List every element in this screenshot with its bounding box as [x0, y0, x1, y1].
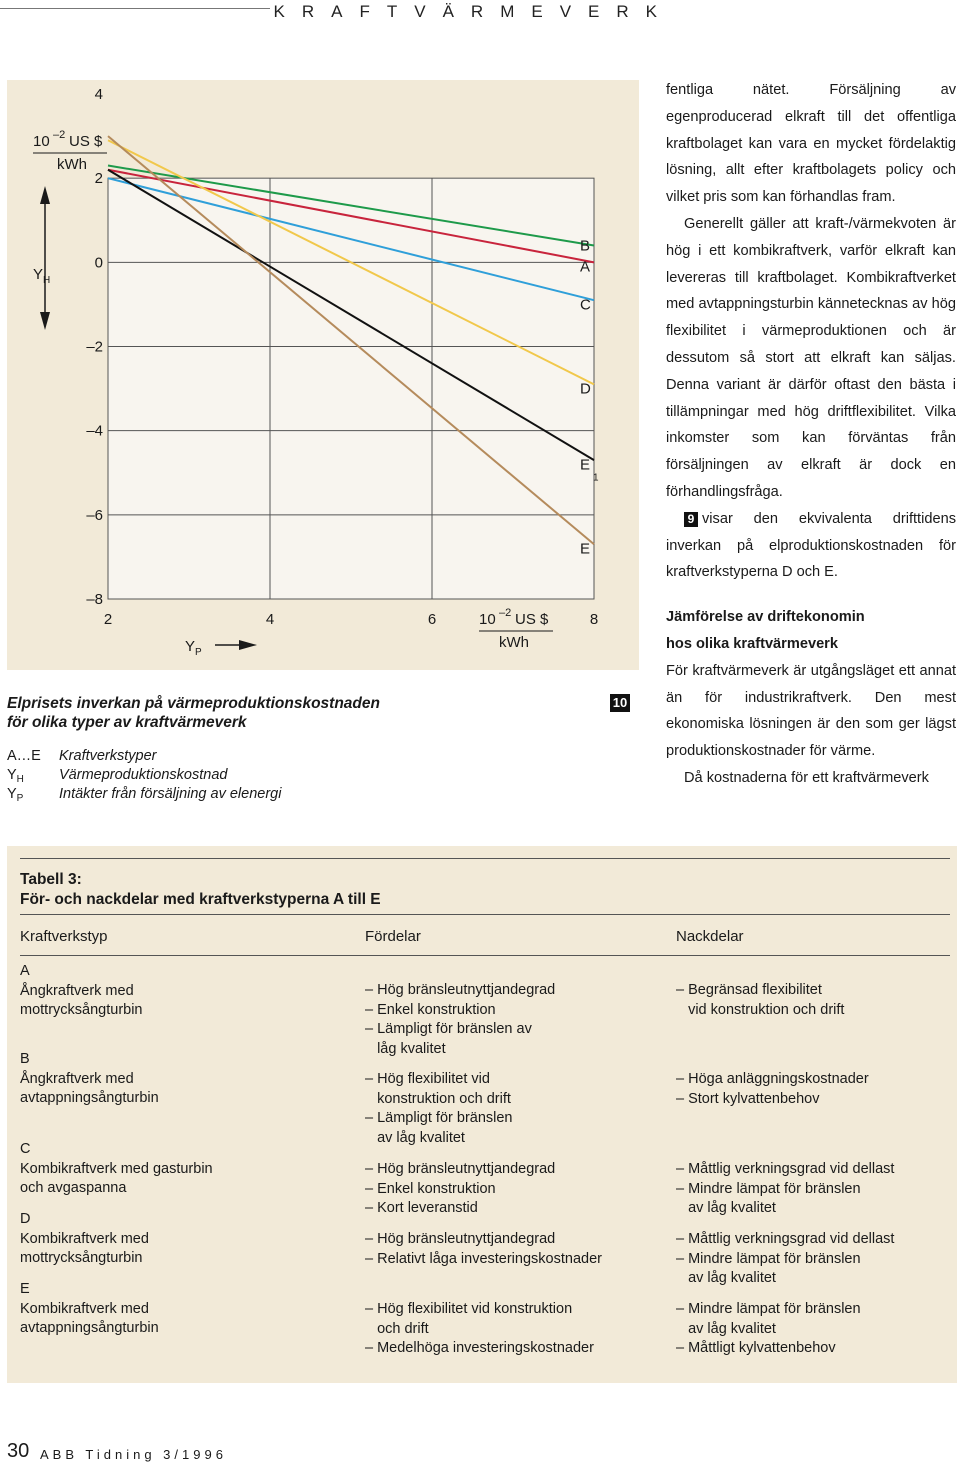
legend-value-yp: Intäkter från försäljning av elenergi: [59, 786, 282, 802]
plot-area: [108, 178, 594, 599]
table-header-bottom-rule: [20, 955, 950, 956]
caption-title: [7, 694, 380, 732]
y-tick-label: –4: [86, 422, 103, 440]
section-heading-line-2: hos olika kraftvärmeverk: [666, 635, 838, 652]
section-heading: [666, 604, 956, 658]
y-tick-label: –2: [86, 338, 103, 356]
series-label-b-0: B: [580, 237, 591, 255]
y-tick-label: –8: [86, 591, 103, 608]
table-cell-cons-a: – Begränsad flexibilitet vid konstruktion och drift: [676, 982, 845, 1018]
y-tick-label: –6: [86, 506, 103, 524]
header-rule: [0, 8, 270, 9]
y-unit-number: 10: [33, 133, 50, 150]
table-cell-pros-d: – Hög bränsleutnyttjandegrad – Relativt låga investeringskostnader: [365, 1231, 602, 1267]
chart: [7, 80, 639, 670]
y-arrow-down-icon: [40, 312, 50, 330]
table-cell-type-e: E Kombikraftverk med avtappningsångturbin: [20, 1281, 159, 1337]
table-cell-cons-b: – Höga anläggningskostnader – Stort kylvattenbehov: [676, 1071, 869, 1107]
legend-value-yh: Värmeproduktionskostnad: [59, 767, 228, 783]
x-unit-number: 10: [479, 611, 496, 628]
legend-key-yh-sub: H: [16, 774, 24, 785]
table-cell-pros-a: – Hög bränsleutnyttjandegrad – Enkel konstruktion – Lämpligt för bränslen av låg kvalitet: [365, 982, 556, 1057]
table-cell-cons-c: – Måttlig verkningsgrad vid dellast – Mindre lämpat för bränslen av låg kvalitet: [676, 1161, 895, 1217]
x-tick-label: 2: [103, 611, 113, 628]
x-tick-label: 4: [265, 611, 275, 628]
table-cell-type-c: C Kombikraftverk med gasturbin och avgaspanna: [20, 1141, 213, 1197]
y-unit-exp: –2: [53, 129, 66, 141]
legend-key-yp: [7, 785, 23, 808]
figure-number-badge: 10: [610, 694, 630, 712]
x-unit-currency: US $: [515, 611, 549, 628]
paragraph-3: [666, 506, 956, 586]
x-arrow-right-icon: [239, 640, 257, 650]
x-tick-label: 8: [589, 611, 599, 628]
series-label-c-2: C: [580, 296, 591, 314]
paragraph-4: För kraftvärmeverk är utgångsläget ett annat än för industrikraftverk. Den mest ekonomiska lösningen är den som ger lägst produktionskostnader för värme.: [666, 662, 956, 760]
y-arrow-up-icon: [40, 186, 50, 204]
paragraph-2: Generellt gäller att kraft-/värmekvoten är hög i ett kombikraftverk, varför elkraft kan levereras till kraftbolaget. Kombikraftverket med avtappningsturbin kännetecknas av hög flexibilitet i värmeproduktionen och är dessutom så stort att elkraft kan säljas. Denna variant är därför oftast den bästa i tillämpningar med hög driftflexibilitet. Vilka inkomster som kan förväntas från försäljningen av elkraft är dock en förhandlingsfråga.: [666, 215, 956, 500]
y-tick-label: 4: [94, 86, 103, 103]
table-title: [20, 870, 381, 910]
column-header-cons: Nackdelar: [676, 928, 744, 945]
table-cell-cons-d: – Måttlig verkningsgrad vid dellast – Mindre lämpat för bränslen av låg kvalitet: [676, 1231, 895, 1287]
table-cell-pros-b: – Hög flexibilitet vid konstruktion och drift – Lämpligt för bränslen av låg kvalitet: [365, 1071, 513, 1146]
y-tick-label: 2: [94, 170, 103, 188]
x-unit-exp: –2: [499, 607, 512, 619]
figure-panel: [7, 80, 639, 670]
table-cell-pros-e: – Hög flexibilitet vid konstruktion och drift – Medelhöga investeringskostnader: [365, 1301, 594, 1357]
table-panel: [7, 846, 957, 1383]
table-cell-type-d: D Kombikraftverk med mottrycksångturbin: [20, 1211, 149, 1267]
figure-caption: [7, 670, 639, 822]
y-unit-kwh: kWh: [57, 156, 87, 173]
paragraph-1: fentliga nätet. Försäljning av egenproducerad elkraft till det offentliga kraftbolaget kan vara en mycket fördelaktig lösning, allt efter kraftbolagets policy och vilket pris som kan förhandlas fram.: [666, 82, 956, 206]
caption-title-line-2: för olika typer av kraftvärmeverk: [7, 714, 247, 731]
running-header: KRAFTVÄRMEVERK: [273, 2, 674, 21]
journal-name: ABB Tidning 3/1996: [40, 1447, 227, 1462]
paragraph-5: Då kostnaderna för ett kraftvärmeverk: [684, 769, 929, 786]
legend-key-yh-main: Y: [7, 767, 17, 783]
body-text-column: [666, 77, 956, 792]
table-cell-cons-e: – Mindre lämpat för bränslen av låg kvalitet – Måttligt kylvattenbehov: [676, 1301, 861, 1357]
legend-value-types: Kraftverkstyper: [59, 748, 157, 764]
series-label-a-1: A: [580, 258, 591, 276]
y-label-sub: H: [43, 275, 51, 286]
paragraph-3-text: visar den ekvivalenta drifttidens inverkan på elproduktionskostnaden för kraftverkstyperna D och E.: [666, 510, 956, 581]
table-header-top-rule: [20, 914, 950, 915]
legend-key-yp-sub: P: [16, 793, 24, 804]
table-title-line-1: Tabell 3:: [20, 871, 82, 888]
x-label-sub: P: [195, 647, 202, 658]
page-number: 30: [7, 1440, 30, 1462]
table-cell-pros-c: – Hög bränsleutnyttjandegrad – Enkel konstruktion – Kort leveranstid: [365, 1161, 556, 1217]
table-top-rule: [20, 858, 950, 859]
table-cell-type-b: B Ångkraftverk med avtappningsångturbin: [20, 1051, 159, 1107]
legend-key-types: A…E: [7, 748, 41, 764]
table-cell-type-a: A Ångkraftverk med mottrycksångturbin: [20, 963, 143, 1019]
legend-key-yp-main: Y: [7, 786, 17, 802]
series-label-e1-subscript: 1: [593, 472, 599, 484]
caption-title-line-1: Elprisets inverkan på värmeproduktionskostnaden: [7, 695, 380, 712]
y-unit-currency: US $: [69, 133, 103, 150]
figure-reference-badge: 9: [684, 512, 698, 527]
column-header-pros: Fördelar: [365, 928, 421, 945]
x-tick-label: 6: [427, 611, 437, 628]
series-label-e-5: E: [580, 540, 591, 558]
column-header-type: Kraftverkstyp: [20, 928, 108, 945]
series-label-e-4: E: [580, 456, 591, 474]
x-unit-kwh: kWh: [499, 634, 529, 651]
y-label: Y: [33, 266, 44, 283]
table-title-line-2: För- och nackdelar med kraftverkstyperna A till E: [20, 891, 381, 908]
y-tick-label: 0: [94, 254, 103, 272]
x-label: Y: [185, 638, 196, 655]
section-heading-line-1: Jämförelse av driftekonomin: [666, 609, 865, 626]
series-label-d-3: D: [580, 380, 591, 398]
